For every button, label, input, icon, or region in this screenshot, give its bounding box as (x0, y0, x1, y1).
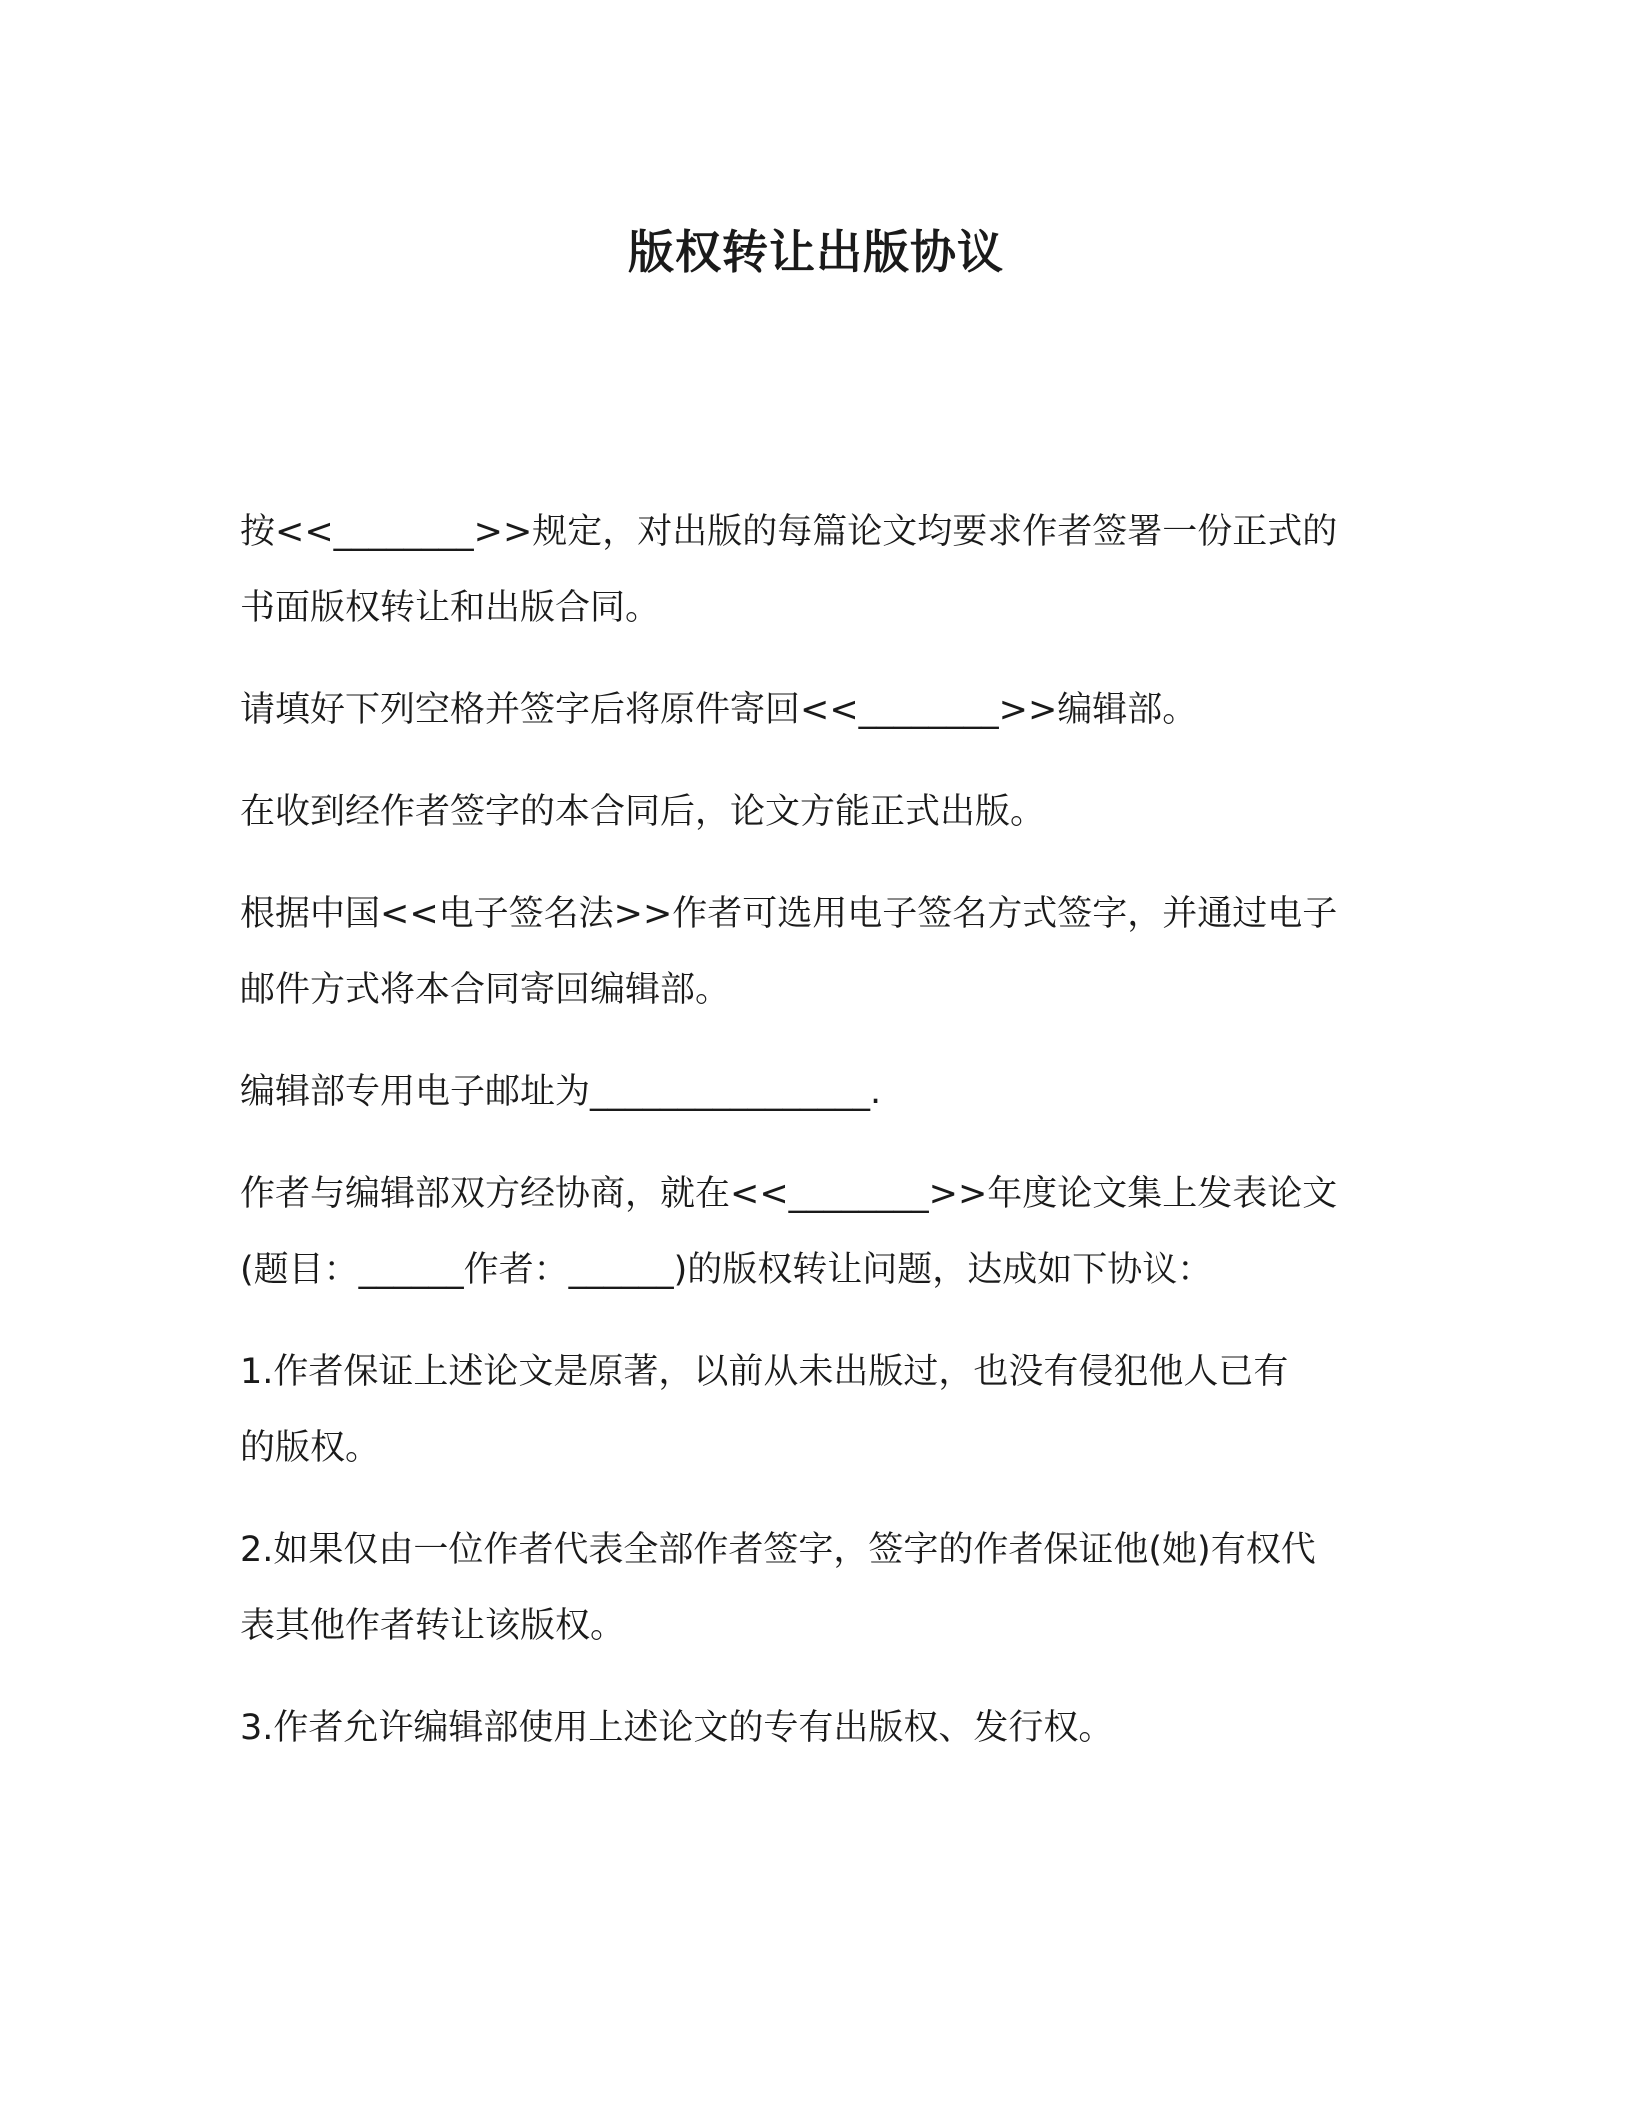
paragraph-line: 按<<________>>规定，对出版的每篇论文均要求作者签署一份正式的 (240, 512, 1338, 552)
paragraph-email (240, 1054, 1400, 1130)
paragraph-electronic-signature (240, 876, 1400, 1028)
paragraph-line: 编辑部专用电子邮址为________________. (240, 1072, 882, 1112)
document-title: 版权转让出版协议 (628, 225, 1004, 279)
paragraph-line: 作者与编辑部双方经协商，就在<<________>>年度论文集上发表论文 (240, 1174, 1338, 1214)
paragraph-line: 表其他作者转让该版权。 (240, 1606, 626, 1646)
paragraph-line: 3.作者允许编辑部使用上述论文的专有出版权、发行权。 (240, 1708, 1114, 1748)
paragraph-publication-condition (240, 774, 1400, 850)
paragraph-line: 1.作者保证上述论文是原著，以前从未出版过，也没有侵犯他人已有 (240, 1352, 1289, 1392)
paragraph-agreement-preamble (240, 1156, 1400, 1308)
paragraph-line: (题目：______作者：______)的版权转让问题，达成如下协议： (240, 1250, 1213, 1290)
paragraph-line: 根据中国<<电子签名法>>作者可选用电子签名方式签字，并通过电子 (240, 894, 1338, 934)
document-body (240, 494, 1400, 1792)
clause-2 (240, 1512, 1400, 1664)
paragraph-line: 在收到经作者签字的本合同后，论文方能正式出版。 (240, 792, 1046, 832)
clause-1 (240, 1334, 1400, 1486)
clause-3 (240, 1690, 1400, 1766)
paragraph-line: 请填好下列空格并签字后将原件寄回<<________>>编辑部。 (240, 690, 1198, 730)
paragraph-line: 书面版权转让和出版合同。 (240, 588, 661, 628)
paragraph-line: 的版权。 (240, 1428, 381, 1468)
paragraph-return-instruction (240, 672, 1400, 748)
paragraph-line: 邮件方式将本合同寄回编辑部。 (240, 970, 731, 1010)
paragraph-intro (240, 494, 1400, 646)
paragraph-line: 2.如果仅由一位作者代表全部作者签字，签字的作者保证他(她)有权代 (240, 1530, 1316, 1570)
